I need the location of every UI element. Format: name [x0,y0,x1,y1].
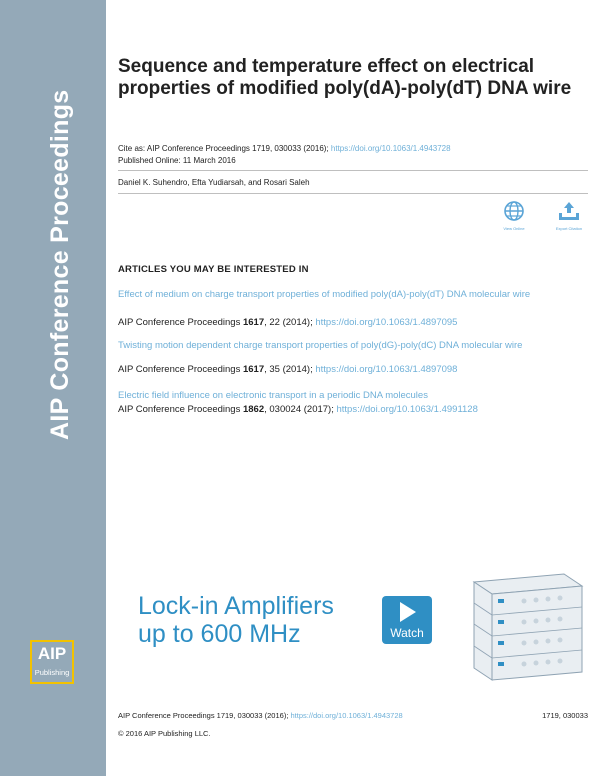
related-doi-link[interactable]: https://doi.org/10.1063/1.4991128 [336,404,478,415]
amplifier-stack-image [464,572,584,682]
published-date: Published Online: 11 March 2016 [118,156,236,165]
citation-journal: AIP Conference Proceedings [118,364,243,375]
related-article-title[interactable]: Effect of medium on charge transport properties of modified poly(dA)-poly(dT) DNA molecular wire [118,289,531,300]
footer-cite: AIP Conference Proceedings 1719, 030033 (2016); [118,711,289,720]
watch-video-button[interactable] [382,596,432,644]
copyright-notice: © 2016 AIP Publishing LLC. [118,729,211,738]
lock-in-amplifier-ad[interactable] [124,566,586,686]
journal-sidebar [0,0,106,776]
related-article-citation [118,364,588,375]
footer-doi-link[interactable]: https://doi.org/10.1063/1.4943728 [290,711,403,720]
cite-text: Cite as: AIP Conference Proceedings 1719, 030033 (2016); [118,144,329,153]
export-icon [557,200,581,222]
aip-publishing-logo[interactable] [30,640,74,684]
export-citation-button[interactable] [549,200,589,231]
related-article-title[interactable]: Electric field influence on electronic transport in a periodic DNA molecules [118,390,428,401]
divider [118,193,588,194]
related-article-citation [118,404,588,415]
footer-page-id: 1719, 030033 [542,711,588,720]
play-icon [382,596,432,628]
view-online-label: View Online [503,226,525,231]
related-doi-link[interactable]: https://doi.org/10.1063/1.4897095 [315,317,458,328]
citation-volume: 1617 [242,317,265,328]
citation-pages: , 22 (2014); [264,317,316,328]
globe-icon [503,200,525,222]
cite-line [118,144,451,153]
related-article-title[interactable]: Twisting motion dependent charge transport properties of poly(dG)-poly(dC) DNA molecular wire [118,340,523,351]
citation-journal: AIP Conference Proceedings [118,404,243,415]
citation-journal: AIP Conference Proceedings [118,317,243,328]
view-online-button[interactable] [494,200,534,231]
page-footer [118,711,588,720]
related-doi-link[interactable]: https://doi.org/10.1063/1.4897098 [315,364,458,375]
ad-headline: Lock-in Amplifiers [138,592,334,620]
export-citation-label: Export Citation [555,226,583,231]
journal-title: AIP Conference Proceedings [46,89,74,440]
related-article-citation [118,317,588,328]
publishing-logo-text: Publishing [34,668,70,677]
citation-pages: , 030024 (2017); [264,404,337,415]
divider [118,170,588,171]
article-title: Sequence and temperature effect on electrical properties of modified poly(dA)-poly(dT) DNA wire [118,56,572,99]
citation-volume: 1617 [242,364,265,375]
citation-volume: 1862 [242,404,265,415]
article-doi-link[interactable]: https://doi.org/10.1063/1.4943728 [330,144,451,153]
watch-label: Watch [390,626,424,640]
related-articles-heading: ARTICLES YOU MAY BE INTERESTED IN [118,264,309,275]
author-list: Daniel K. Suhendro, Efta Yudiarsah, and Rosari Saleh [118,178,310,187]
ad-subheadline: up to 600 MHz [138,620,301,648]
aip-logo-text: AIP [37,644,67,663]
citation-pages: , 35 (2014); [264,364,316,375]
